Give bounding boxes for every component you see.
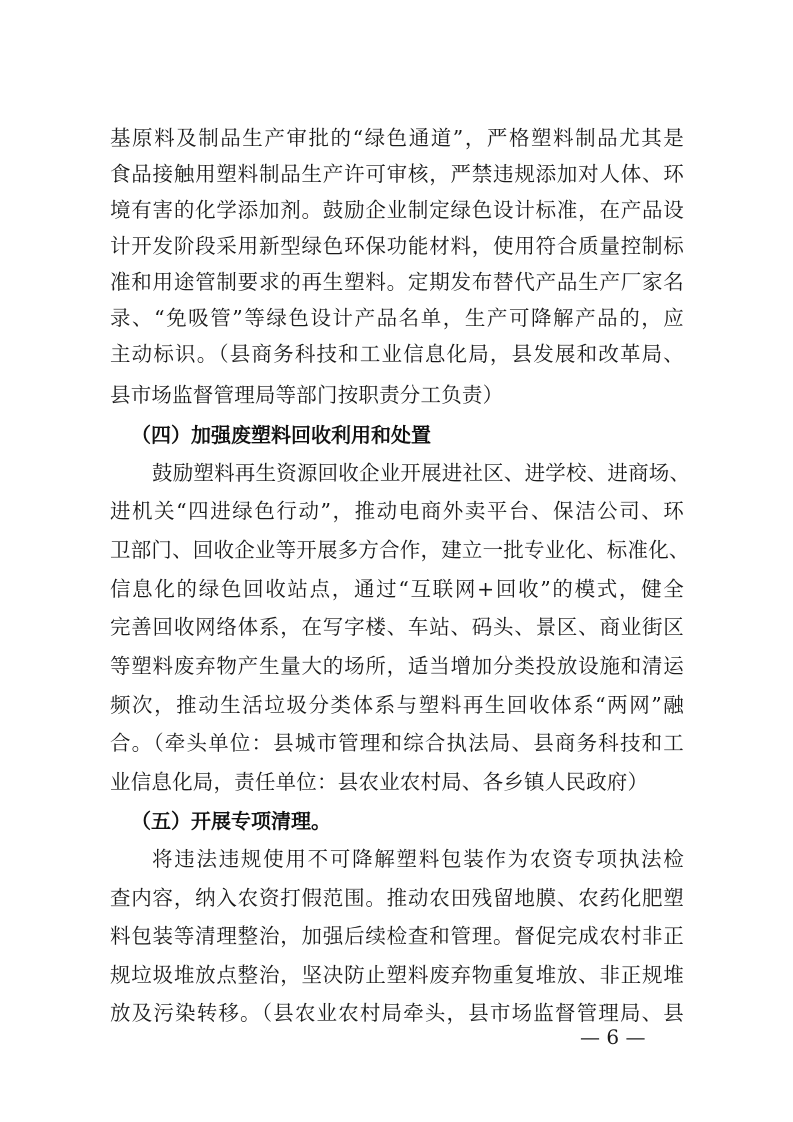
section-heading: （四）加强废塑料回收利用和处置 bbox=[131, 423, 431, 447]
paragraph-line: 主动标识。（县商务科技和工业信息化局，县发展和改革局、 bbox=[110, 342, 684, 366]
paragraph-line: 料包装等清理整治，加强后续检查和管理。督促完成农村非正 bbox=[110, 924, 684, 948]
paragraph-line: 卫部门、回收企业等开展多方合作，建立一批专业化、标准化、 bbox=[110, 538, 690, 562]
paragraph-line: 信息化的绿色回收站点，通过“互联网+回收”的模式，健全 bbox=[110, 577, 684, 601]
paragraph-line: 计开发阶段采用新型绿色环保功能材料，使用符合质量控制标 bbox=[110, 234, 684, 258]
paragraph-line: 完善回收网络体系，在写字楼、车站、码头、景区、商业街区 bbox=[110, 615, 684, 639]
paragraph-line: 等塑料废弃物产生量大的场所，适当增加分类投放设施和清运 bbox=[110, 654, 684, 678]
paragraph-line: 放及污染转移。（县农业农村局牵头，县市场监督管理局、县 bbox=[110, 1001, 684, 1025]
paragraph-line: 食品接触用塑料制品生产许可审核，严禁违规添加对人体、环 bbox=[110, 162, 684, 186]
paragraph-line: 鼓励塑料再生资源回收企业开展进社区、进学校、进商场、 bbox=[152, 461, 691, 485]
paragraph-line: 境有害的化学添加剂。鼓励企业制定绿色设计标准，在产品设 bbox=[110, 198, 684, 222]
page-number: — 6 — bbox=[580, 1025, 646, 1049]
paragraph-line: 准和用途管制要求的再生塑料。定期发布替代产品生产厂家名 bbox=[110, 270, 684, 294]
paragraph-line: 频次，推动生活垃圾分类体系与塑料再生回收体系“两网”融 bbox=[110, 693, 684, 717]
paragraph-line: 规垃圾堆放点整治，坚决防止塑料废弃物重复堆放、非正规堆 bbox=[110, 963, 684, 987]
paragraph-line: 查内容，纳入农资打假范围。推动农田残留地膜、农药化肥塑 bbox=[110, 886, 684, 910]
paragraph-line: 录、“免吸管”等绿色设计产品名单，生产可降解产品的，应 bbox=[110, 306, 684, 330]
paragraph-line: 合。（牵头单位：县城市管理和综合执法局、县商务科技和工 bbox=[110, 731, 684, 755]
paragraph-line: 基原料及制品生产审批的“绿色通道”，严格塑料制品尤其是 bbox=[110, 126, 684, 150]
paragraph-line: 业信息化局，责任单位：县农业农村局、各乡镇人民政府） bbox=[110, 770, 649, 794]
paragraph-line: 县市场监督管理局等部门按职责分工负责） bbox=[110, 383, 504, 407]
section-heading: （五）开展专项清理。 bbox=[131, 809, 331, 833]
paragraph-line: 将违法违规使用不可降解塑料包装作为农资专项执法检 bbox=[152, 847, 684, 871]
paragraph-line: 进机关“四进绿色行动”，推动电商外卖平台、保洁公司、环 bbox=[110, 499, 684, 523]
